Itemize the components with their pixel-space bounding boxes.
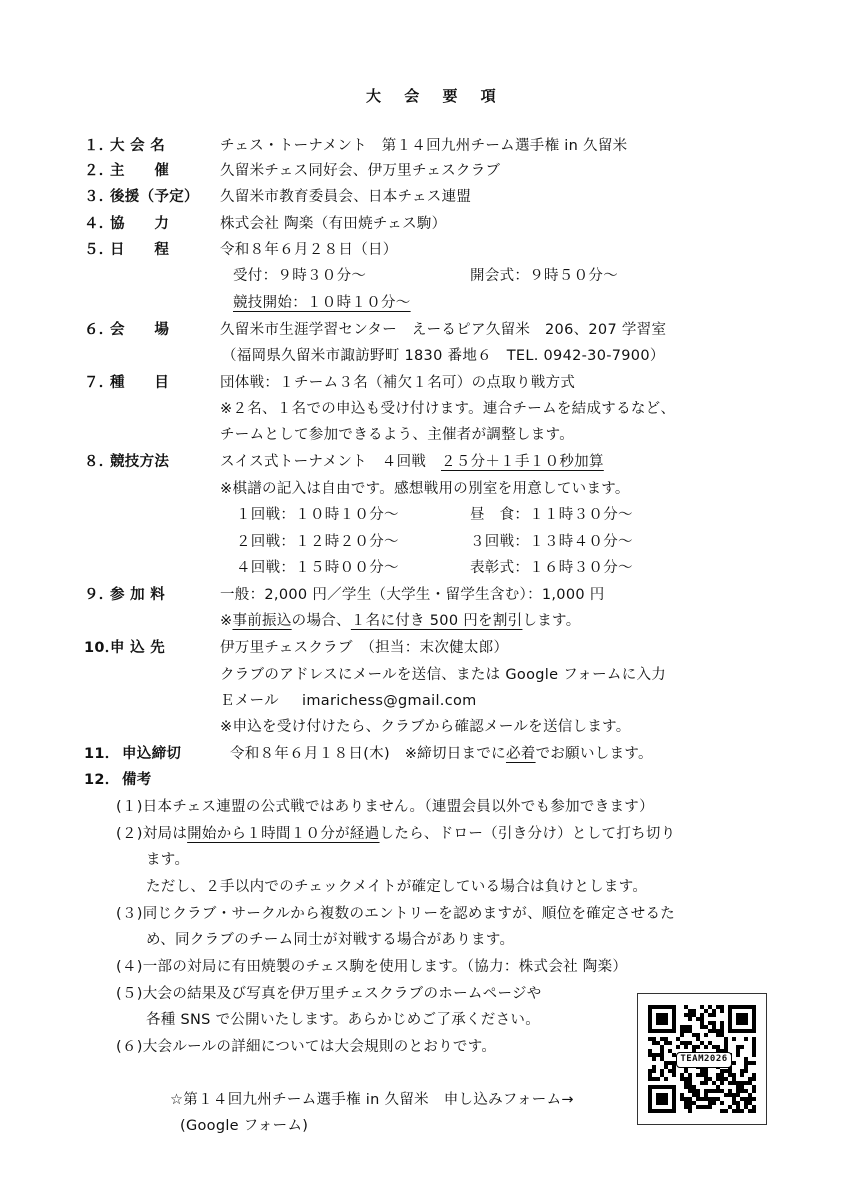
item-number: 11．	[84, 746, 120, 762]
item-label-event: 種 目	[110, 375, 170, 391]
email-link[interactable]: imarichess@gmail.com	[302, 693, 477, 709]
item-number: ３．	[84, 189, 114, 205]
schedule-opening: 開会式：９時５０分～	[470, 268, 618, 284]
apply-method: クラブのアドレスにメールを送信、または Google フォームに入力	[220, 667, 667, 683]
page-title: 大 会 要 項	[366, 87, 505, 105]
venue-address: （福岡県久留米市諏訪野町 1830 番地６ TEL. 0942-30-7900）	[222, 348, 665, 364]
fee-note: ※事前振込の場合、１名に付き 500 円を割引します。	[220, 613, 581, 629]
item-number: 10．	[84, 640, 120, 656]
support-text: 久留米市教育委員会、日本チェス連盟	[220, 189, 472, 205]
remark-5-cont: 各種 SNS で公開いたします。あらかじめご了承ください。	[146, 1012, 541, 1028]
item-number: ６．	[84, 322, 114, 338]
item-label-coop: 協 力	[110, 216, 170, 232]
item-label-schedule: 日 程	[110, 242, 170, 258]
remark-2-cont: ただし、２手以内でのチェックメイトが確定している場合は負けとします。	[146, 879, 648, 895]
round-2: ２回戦：１２時２０分～	[236, 534, 399, 550]
item-label-venue: 会 場	[110, 322, 170, 338]
item-number: ５．	[84, 242, 114, 258]
item-number: ８．	[84, 454, 114, 470]
qr-code-icon[interactable]	[637, 993, 767, 1125]
item-number: ４．	[84, 216, 114, 232]
venue-text: 久留米市生涯学習センター えーるピア久留米 206、207 学習室	[220, 322, 667, 338]
organizer-text: 久留米チェス同好会、伊万里チェスクラブ	[220, 163, 501, 179]
remark-4: (４)一部の対局に有田焼製のチェス駒を使用します。（協力：株式会社 陶楽）	[116, 959, 628, 975]
remark-2-cont: ます。	[146, 852, 190, 868]
method-text: スイス式トーナメント ４回戦 ２５分＋１手１０秒加算	[220, 454, 604, 470]
item-label-apply: 申 込 先	[110, 640, 166, 656]
event-note: ※２名、１名での申込も受け付けます。連合チームを結成するなど、	[220, 401, 676, 417]
round-3: ３回戦：１３時４０分～	[470, 534, 633, 550]
remark-1: (１)日本チェス連盟の公式戦ではありません。（連盟会員以外でも参加できます）	[116, 799, 654, 815]
remark-6: (６)大会ルールの詳細については大会規則のとおりです。	[116, 1039, 497, 1055]
tournament-name: チェス・トーナメント 第１４回九州チーム選手権 in 久留米	[220, 138, 628, 154]
form-link-sub: (Google フォーム)	[180, 1118, 309, 1134]
method-note: ※棋譜の記入は自由です。感想戦用の別室を用意しています。	[220, 481, 630, 497]
round-4: ４回戦：１５時００分～	[236, 560, 399, 576]
remark-2: (２)対局は開始から１時間１０分が経過したら、ドロー（引き分け）として打ち切り	[116, 826, 676, 842]
schedule-start: 競技開始：１０時１０分～	[233, 295, 411, 311]
item-label-method: 競技方法	[110, 454, 170, 470]
event-text: 団体戦：１チーム３名（補欠１名可）の点取り戦方式	[220, 375, 576, 391]
item-number: ２．	[84, 163, 114, 179]
apply-note: ※申込を受け付けたら、クラブから確認メールを送信します。	[220, 719, 631, 735]
apply-text: 伊万里チェスクラブ （担当：末次健太郎）	[220, 640, 509, 656]
lunch: 昼 食：１１時３０分～	[470, 507, 633, 523]
time-control: ２５分＋１手１０秒加算	[440, 454, 604, 470]
item-label-fee: 参 加 料	[110, 587, 166, 603]
form-link-text: ☆第１４回九州チーム選手権 in 久留米 申し込みフォーム→	[170, 1092, 574, 1108]
item-label-name: 大 会 名	[110, 138, 166, 154]
item-number: 12．	[84, 772, 120, 788]
item-number: １．	[84, 138, 114, 154]
remark-5: (５)大会の結果及び写真を伊万里チェスクラブのホームページや	[116, 986, 542, 1002]
qr-label: TEAM2026	[676, 1052, 732, 1068]
remark-3-cont: め、同クラブのチーム同士が対戦する場合があります。	[146, 932, 515, 948]
fee-text: 一般：2,000 円／学生（大学生・留学生含む）：1,000 円	[220, 587, 605, 603]
deadline-text: 令和８年６月１８日(木) ※締切日までに必着でお願いします。	[230, 746, 653, 762]
item-label-deadline: 申込締切	[122, 746, 182, 762]
award-ceremony: 表彰式：１６時３０分～	[470, 560, 633, 576]
item-label-remarks: 備考	[122, 772, 152, 788]
round-1: １回戦：１０時１０分～	[236, 507, 399, 523]
item-number: ７．	[84, 375, 114, 391]
email-label: Ｅメール	[220, 693, 279, 709]
coop-text: 株式会社 陶楽（有田焼チェス駒）	[220, 216, 447, 232]
event-note: チームとして参加できるよう、主催者が調整します。	[220, 427, 575, 443]
item-label-organizer: 主 催	[110, 163, 170, 179]
item-label-support: 後援（予定）	[110, 189, 199, 205]
schedule-date: 令和８年６月２８日（日）	[220, 242, 398, 258]
schedule-reception: 受付：９時３０分～	[233, 268, 367, 284]
remark-3: (３)同じクラブ・サークルから複数のエントリーを認めますが、順位を確定させるた	[116, 906, 676, 922]
item-number: ９．	[84, 587, 114, 603]
